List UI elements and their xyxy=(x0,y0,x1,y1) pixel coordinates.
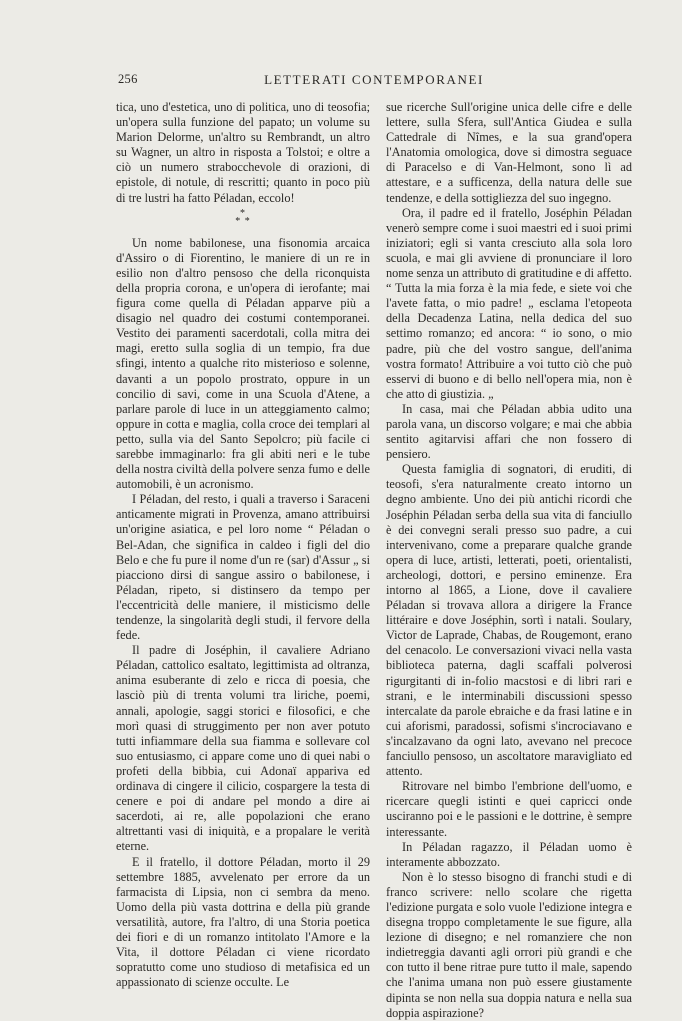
paragraph: Il padre di Joséphin, il cavaliere Adriano Péladan, cattolico esaltato, legittimista ad oltranza, anima esuberante di zelo e ricca di poesia, che lasciò più di trenta volumi tra liriche, poemi, annali, apologie, saggi storici e filosofici, e che morì quasi di struggimento per non aver potuto tutti infiammare della sua fiamma e sollevare col suo entusiasmo, ci appare come uno di quei nabi o profeti della bibbia, cui Adonaï appariva ed ordinava di cingere il cilicio, cospargere la testa di cenere e poi di andare pel mondo a dire ai sacerdoti, ai re, alle popolazioni che erano altrettanti vasi di iniquità, e a propalare le verità eterne. xyxy=(116,643,370,854)
asterism-top: * xyxy=(240,207,246,219)
page-header xyxy=(118,72,630,90)
paragraph: sue ricerche Sull'origine unica delle cifre e delle lettere, sulla Sfera, sull'Antica Giudea e sulla Cattedrale di Nîmes, e la sua grand'opera l'Anatomia omologica, dove si dimostra seguace di Paracelso e di Van-Helmont, sono lì ad attestare, e a sufficenza, della natura delle sue tendenze, e della sottigliezza del suo ingegno. xyxy=(386,100,632,205)
paragraph: In Péladan ragazzo, il Péladan uomo è interamente abbozzato. xyxy=(386,839,632,869)
right-column xyxy=(386,100,632,1021)
asterism-separator xyxy=(116,207,370,227)
running-title: LETTERATI CONTEMPORANEI xyxy=(264,72,484,87)
page-number: 256 xyxy=(118,72,138,86)
paragraph: tica, uno d'estetica, uno di politica, uno di teosofia; un'opera sulla funzione del papato; un volume su Marion Delorme, un'altro su Rembrandt, un altro su Wagner, un altro in risposta a Tolstoi; e oltre a ciò un numero strabocchevole di orazioni, di epistole, di notule, di rescritti; quanto in poco più di tre lustri ha fatto Péladan, eccolo! xyxy=(116,100,370,205)
paragraph: Non è lo stesso bisogno di franchi studi e di franco scrivere: nello scolare che rigetta l'edizione purgata e solo vuole l'edizione integra e disegna troppo completamente le sue figure, alla lezione di disegno; e nel romanziere che non indietreggia davanti agli orrori più grandi e che con tutto il bene ritrae pure tutto il male, sapendo che l'anima umana non può essere giustamente dipinta se non nella sua doppia natura e nella sua doppia aspirazione? xyxy=(386,869,632,1020)
asterism-bottom: * * xyxy=(235,215,251,227)
paragraph: E il fratello, il dottore Péladan, morto il 29 settembre 1885, avvelenato per errore da un farmacista di Lipsia, non ci sembra da meno. Uomo della più vasta dottrina e della più grande versatilità, autore, fra l'altro, di una Storia poetica dei fiori e di un romanzo intitolato l'Amore e la Vita, il dottore Péladan ci viene ricordato sopratutto come uno studioso di metafisica ed un appassionato di scienze occulte. Le xyxy=(116,854,370,990)
paragraph: Un nome babilonese, una fisonomia arcaica d'Assiro o di Fiorentino, le maniere di un re in esilio non d'altro pensoso che della riconquista della propria corona, e un'opera di ierofante; mai figura come quella di Péladan apparve più a disagio nel quadro dei costumi contemporanei. Vestito dei paramenti sacerdotali, colla mitra dei magi, eretto sulla soglia di un tempio, fra due sfingi, intento a qualche rito misterioso e solenne, davanti a un popolo prostrato, oppure in un concilio di savi, come in una Scuola d'Atene, a parlare parole di luce in un atteggiamento calmo; oppure in cotta e maglia, colla croce dei templari al petto, sulla via del Santo Sepolcro; più facile ci sarebbe immaginarlo: fra gli abiti neri e le tube della nostra civiltà della polvere senza fumo e delle automobili, è un acronismo. xyxy=(116,235,370,492)
left-column xyxy=(116,100,370,990)
paragraph: I Péladan, del resto, i quali a traverso i Saraceni anticamente migrati in Provenza, amano attribuirsi un'origine asiatica, e pel loro nome “ Péladan o Bel-Adan, che significa in caldeo i figli del dio Belo e che fu pure il nome d'un re (sar) d'Assur „ si piacciono dirsi di sangue assiro o babilonese, i Péladan, ripeto, si distinsero da tempo per l'eccentricità delle maniere, il misticismo delle tendenze, la singolarità degli studi, il fervore della fede. xyxy=(116,492,370,643)
paragraph: In casa, mai che Péladan abbia udito una parola vana, un discorso volgare; e mai che abbia sentito agitarvisi affari che non fossero di pensiero. xyxy=(386,401,632,462)
paragraph: Questa famiglia di sognatori, di eruditi, di teosofi, s'era naturalmente creato intorno un degno ambiente. Uno dei più antichi ricordi che Joséphin Péladan serba della sua vita di fanciullo è dei convegni serali presso suo padre, a cui intervenivano, come a preparare qualche grande opera di luce, artisti, letterati, poeti, orientalisti, archeologi, dottori, e persino eminenze. Era intorno al 1865, a Lione, dove il cavaliere Péladan si trovava allora a dirigere la France littéraire e dove Joséphin, sortì i natali. Soulary, Victor de Laprade, Chabas, de Rougemont, erano del cenacolo. Le conversazioni vivaci nella vasta biblioteca paterna, dagli scaffali polverosi rigurgitanti di in-folio macstosi e di libri rari e strani, e le interminabili discussioni spesso intercalate da parole ebraiche e da frasi latine e in cui aforismi, paradossi, sofismi s'incrociavano e s'incalzavano da ogni lato, avevano nel precoce fanciullo pensoso, un ascoltatore maravigliato ed attento. xyxy=(386,462,632,779)
paragraph: Ora, il padre ed il fratello, Joséphin Péladan venerò sempre come i suoi maestri ed i suoi primi iniziatori; egli si vanta cresciuto alla sola loro scuola, e mai gli avviene di pronunciare il loro nome senza un attributo di gratitudine e di affetto. “ Tutta la mia forza è la mia fede, e siete voi che l'avete fatta, o mio padre! „ esclama l'etopeota della Decadenza Latina, nella dedica del suo settimo romanzo; ed ancora: “ io sono, o mio padre, più che del vostro sangue, dell'anima vostra formato! Attribuire a voi tutto ciò che può esservi di buono e di bello nell'opera mia, non è che atto di giustizia. „ xyxy=(386,205,632,401)
paragraph: Ritrovare nel bimbo l'embrione dell'uomo, e ricercare quegli istinti e quei capricci onde usciranno poi e le passioni e le dottrine, è sempre interessante. xyxy=(386,779,632,839)
